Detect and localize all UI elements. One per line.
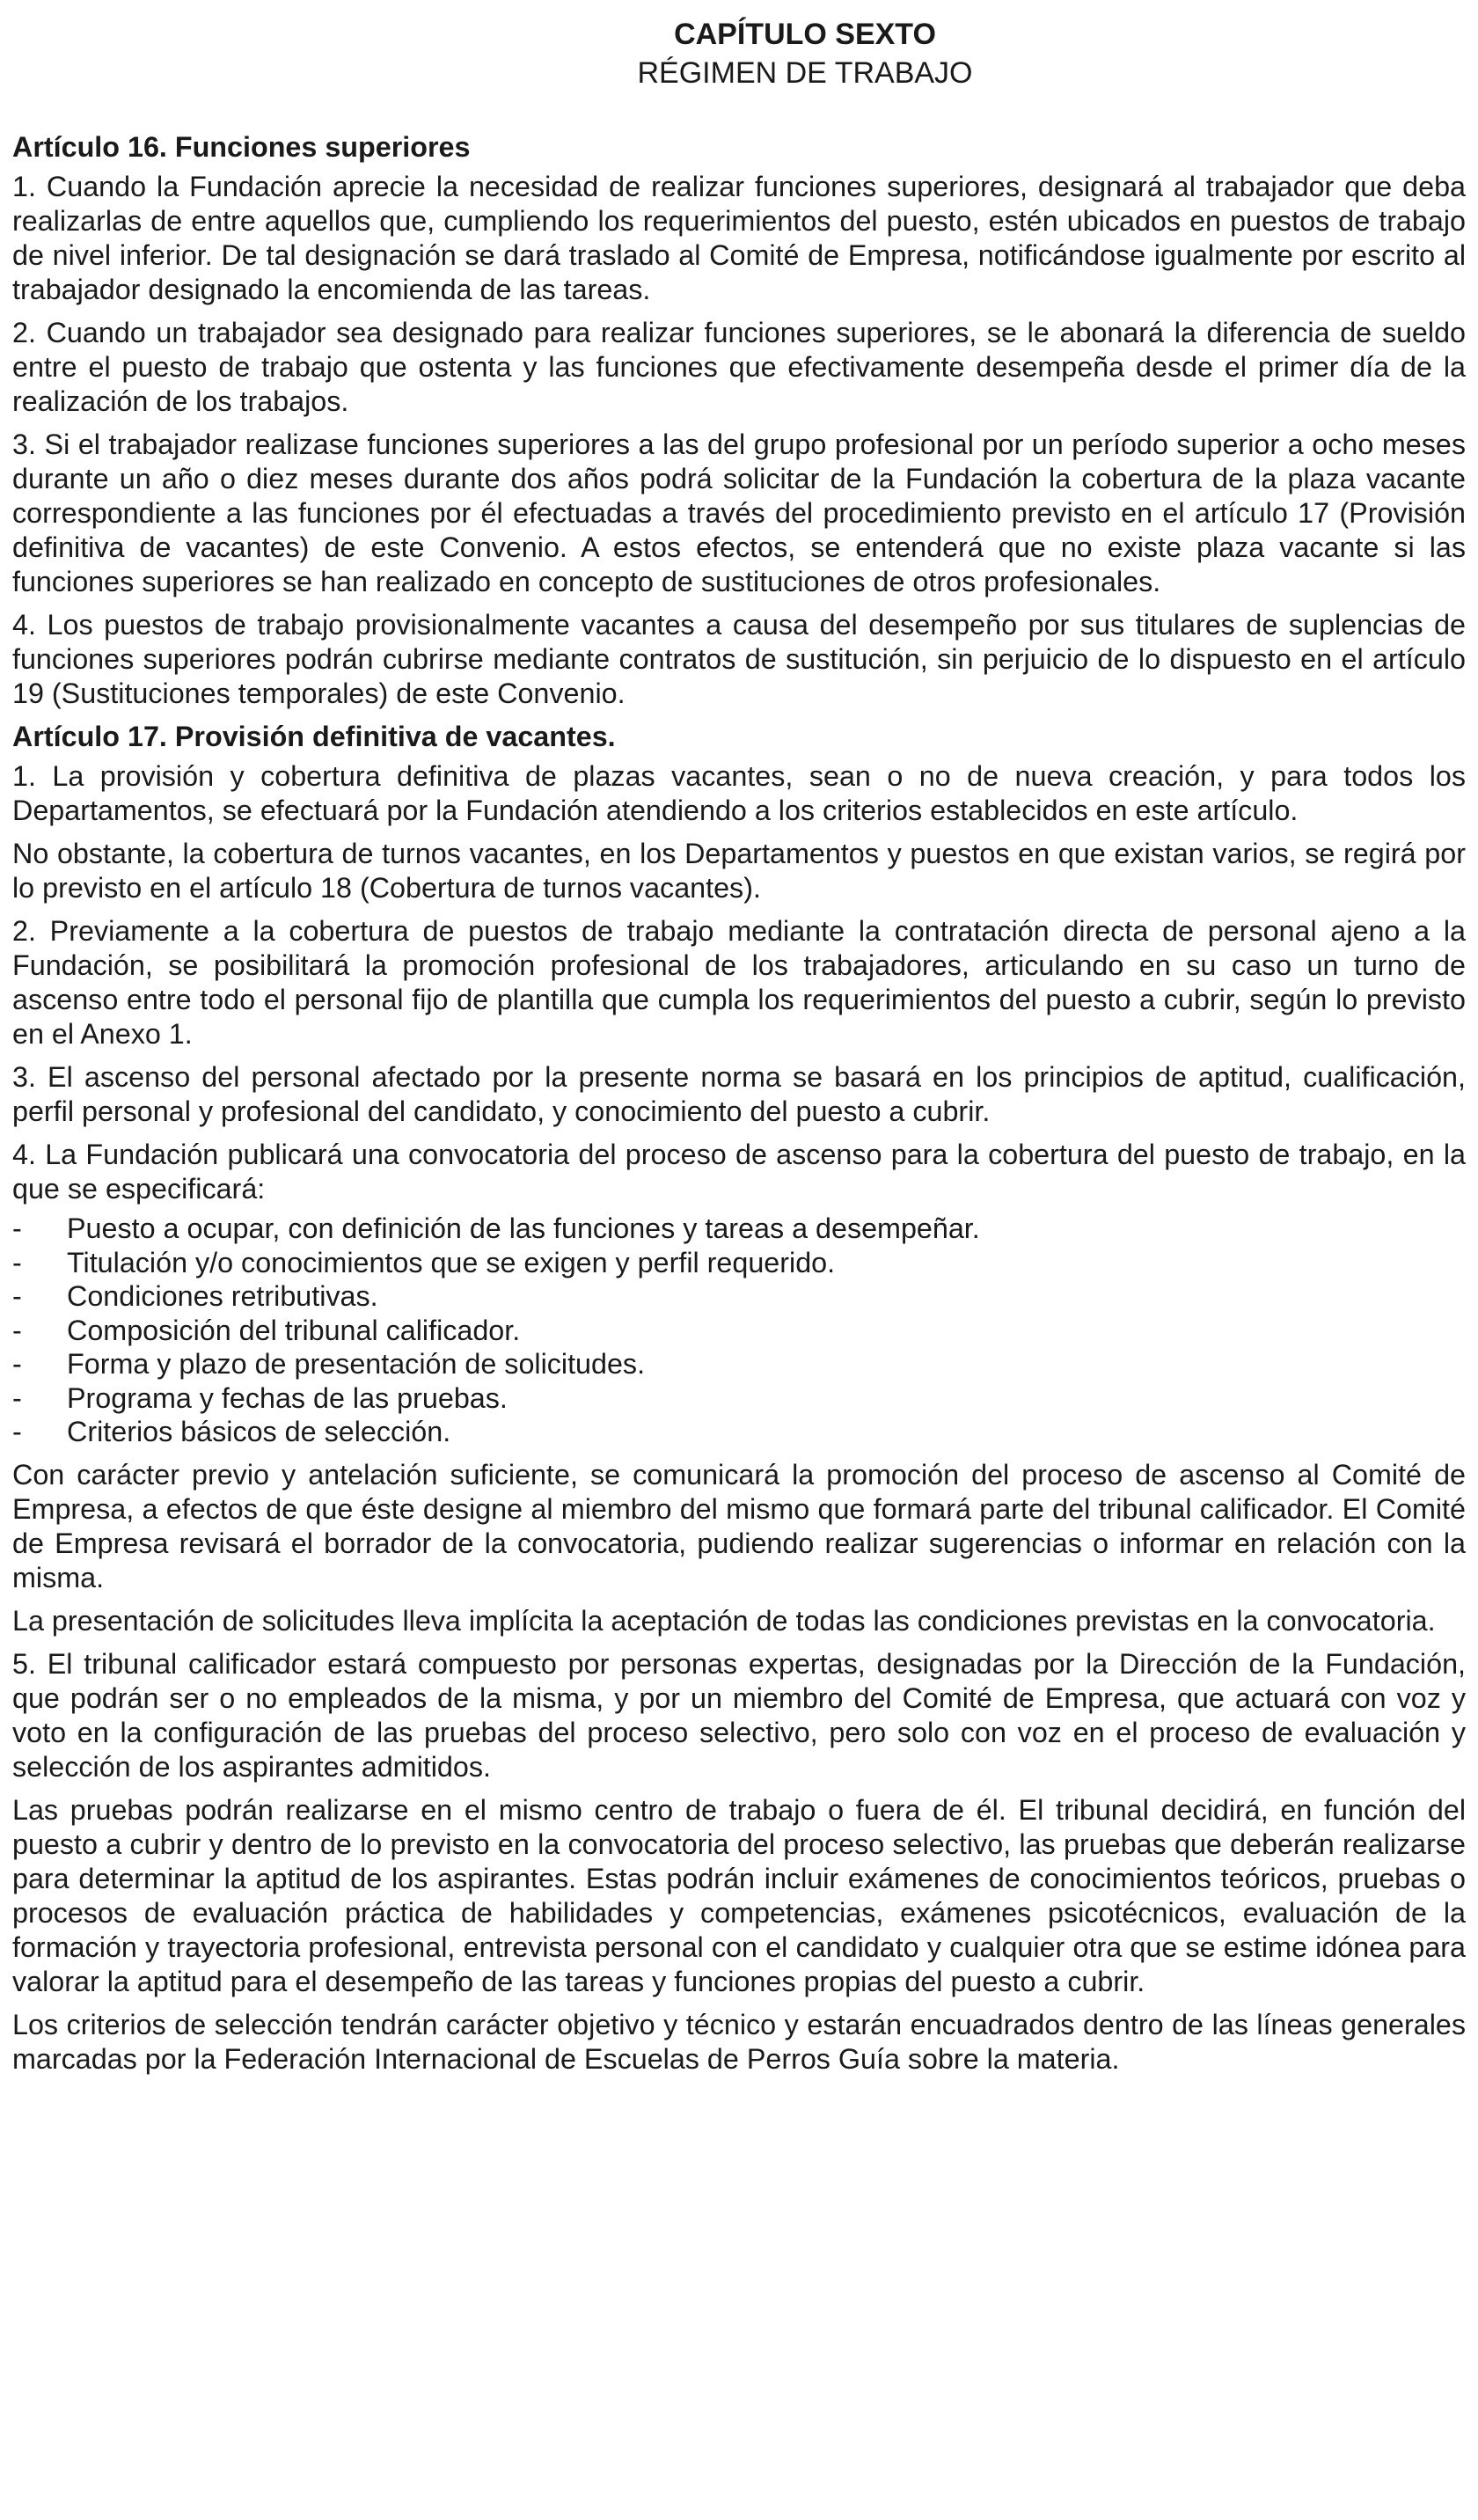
list-item: - Forma y plazo de presentación de solicitudes. [12,1347,1466,1381]
article-17-paragraph: Las pruebas podrán realizarse en el mismo centro de trabajo o fuera de él. El tribunal decidirá, en función del puesto a cubrir y dentro de lo previsto en la convocatoria del proceso selectivo, las pruebas que deberán realizarse para determinar la aptitud de los aspirantes. Estas podrán incluir exámenes de conocimientos teóricos, pruebas o procesos de evaluación práctica de habilidades y competencias, exámenes psicotécnicos, evaluación de la formación y trayectoria profesional, entrevista personal con el candidato y cualquier otra que se estime idónea para valorar la aptitud para el desempeño de las tareas y funciones propias del puesto a cubrir. [12,1793,1466,1997]
list-item: - Composición del tribunal calificador. [12,1314,1466,1348]
article-17-paragraph: 3. El ascenso del personal afectado por la presente norma se basará en los principios de aptitud, cualificación, perfil personal y profesional del candidato, y conocimiento del puesto a cubrir. [12,1061,1466,1127]
article-17-paragraph: 1. La provisión y cobertura definitiva de plazas vacantes, sean o no de nueva creación, y para todos los Departamentos, se efectuará por la Fundación atendiendo a los criterios establecidos en este artículo. [12,760,1466,826]
article-17-paragraph: Con carácter previo y antelación suficiente, se comunicará la promoción del proceso de ascenso al Comité de Empresa, a efectos de que éste designe al miembro del mismo que formará parte del tribunal calificador. El Comité de Empresa revisará el borrador de la convocatoria, pudiendo realizar sugerencias o informar en relación con la misma. [12,1458,1466,1593]
list-item: - Criterios básicos de selección. [12,1415,1466,1449]
convocatoria-requirements-list [12,1212,1466,1449]
article-16-paragraph: 4. Los puestos de trabajo provisionalmente vacantes a causa del desempeño por sus titulares de suplencias de funciones superiores podrán cubrirse mediante contratos de sustitución, sin perjuicio de lo dispuesto en el artículo 19 (Sustituciones temporales) de este Convenio. [12,609,1466,709]
list-item: - Programa y fechas de las pruebas. [12,1381,1466,1416]
article-17-paragraph: No obstante, la cobertura de turnos vacantes, en los Departamentos y puestos en que existan varios, se regirá por lo previsto en el artículo 18 (Cobertura de turnos vacantes). [12,838,1466,904]
article-17-paragraph: 4. La Fundación publicará una convocatoria del proceso de ascenso para la cobertura del puesto de trabajo, en la que se especificará: [12,1139,1466,1205]
article-16-paragraph: 1. Cuando la Fundación aprecie la necesidad de realizar funciones superiores, designará al trabajador que deba realizarlas de entre aquellos que, cumpliendo los requerimientos del puesto, estén ubicados en puestos de trabajo de nivel inferior. De tal designación se dará traslado al Comité de Empresa, notificándose igualmente por escrito al trabajador designado la encomienda de las tareas. [12,171,1466,305]
article-16-paragraph: 3. Si el trabajador realizase funciones superiores a las del grupo profesional por un período superior a ocho meses durante un año o diez meses durante dos años podrá solicitar de la Fundación la cobertura de la plaza vacante correspondiente a las funciones por él efectuadas a través del procedimiento previsto en el artículo 17 (Provisión definitiva de vacantes) de este Convenio. A estos efectos, se entenderá que no existe plaza vacante si las funciones superiores se han realizado en concepto de sustituciones de otros profesionales. [12,429,1466,597]
article-16 [12,130,1466,711]
article-17-paragraph: La presentación de solicitudes lleva implícita la aceptación de todas las condiciones previstas en la convocatoria. [12,1604,1436,1637]
article-17-paragraph: 5. El tribunal calificador estará compuesto por personas expertas, designadas por la Dirección de la Fundación, que podrán ser o no empleados de la misma, y por un miembro del Comité de Empresa, que actuará con voz y voto en la configuración de las pruebas del proceso selectivo, pero solo con voz en el proceso de evaluación y selección de los aspirantes admitidos. [12,1647,1466,1783]
article-17-paragraph: Los criterios de selección tendrán carácter objetivo y técnico y estarán encuadrados dentro de las líneas generales marcadas por la Federación Internacional de Escuelas de Perros Guía sobre la materia. [12,2008,1466,2075]
chapter-title: CAPÍTULO SEXTO [674,18,936,51]
article-16-heading: Artículo 16. Funciones superiores [12,131,471,163]
article-16-paragraph: 2. Cuando un trabajador sea designado para realizar funciones superiores, se le abonará la diferencia de sueldo entre el puesto de trabajo que ostenta y las funciones que efectivamente desempeña desde el primer día de la realización de los trabajos. [12,317,1466,417]
article-17-paragraph: 2. Previamente a la cobertura de puestos de trabajo mediante la contratación directa de personal ajeno a la Fundación, se posibilitará la promoción profesional de los trabajadores, articulando en su caso un turno de ascenso entre todo el personal fijo de plantilla que cumpla los requerimientos del puesto a cubrir, según lo previsto en el Anexo 1. [12,915,1466,1050]
article-17-heading: Artículo 17. Provisión definitiva de vacantes. [12,721,616,752]
article-17 [12,720,1466,2077]
list-item: - Puesto a ocupar, con definición de las funciones y tareas a desempeñar. [12,1212,1466,1246]
list-item: - Condiciones retributivas. [12,1279,1466,1314]
chapter-subtitle: RÉGIMEN DE TRABAJO [637,56,973,90]
list-item: - Titulación y/o conocimientos que se exigen y perfil requerido. [12,1246,1466,1280]
